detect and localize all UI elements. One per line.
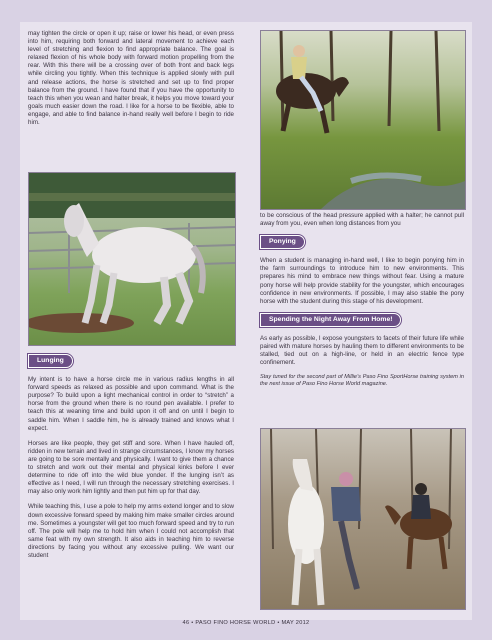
body-paragraph: While teaching this, I use a pole to help my arms extend longer and to slow down excessive forward speed by making him make smaller circles around me. Sometimes a youngster will get too much forward speed and try to run off. The pole will help me to hold him when I could not accomplish that same feat with my own strength. It also aids in teaching him to reverse directions by facing you without any excessive pulling. We want our student — [28, 503, 234, 559]
ponying-heading: Ponying — [260, 235, 305, 249]
body-paragraph: When a student is managing in-hand well, I like to begin ponying him in the farm surroundings to introduce him to new environments. This prepares his mind to embrace new things without fear. Using a mature pony horse will help provide stability for the youngster, which encourages confidence in new environments. If possible, I may also stable the pony horse with the student during this stage of his development. — [260, 257, 464, 305]
photo-horse-crossing-creek — [260, 30, 466, 210]
body-paragraph: Horses are like people, they get stiff and sore. When I have hauled off, ridden in new terrain and lived in strange circumstances, I know my horses are going to be sore mentally and physically. I want to give them a chance to stretch and work out their mental and physical kinks before I ever determine to ride off into the wild blue yonder. If the lunging isn’t as effective as I need, I will run through the necessary stretching exercises. I may also only work him lightly and then put him up for that day. — [28, 439, 234, 496]
body-paragraph: My intent is to have a horse circle me in various radius lengths in all forward speeds as relaxed as possible and upon command. What is the purpose? To build upon a light mechanical control in order to “stretch” a horse from the ground when there is no round pen available. I prefer to teach this at weaning time and build upon it off and on until I begin to saddle him. When I saddle him, he is already trained and knows what I expect. — [28, 376, 234, 432]
body-paragraph: may tighten the circle or open it up; raise or lower his head, or even press into him, requiring both forward and lateral movement to achieve each level of stretching and flexion to find appropriate balance. The goal is relaxed flexion of his whole body with forward motion propelling from the rear. With this there will be a crossing over of both front and back legs while circling you tightly. When this technique is applied slowly with pull and release actions, the horse is stretched and set up to find proper balance from the ground. I have found that if you have the opportunity to teach this when you wean and halter break, it helps you move toward your goals much easier down the road. I like for a horse to be flexible, able to engage, and able to find balance in-hand really well before I begin to ride him. — [28, 30, 234, 127]
body-paragraph: As early as possible, I expose youngsters to facets of their future life while paired with mature horses by hauling them to different environments to be stalled, tied out on a high-line, or held in an electric fence type confinement. — [260, 334, 464, 367]
lunging-section — [28, 354, 234, 567]
magazine-page — [20, 22, 472, 620]
page-footer: 46 • PASO FINO HORSE WORLD • MAY 2012 — [182, 620, 310, 626]
photo-white-horse — [28, 172, 236, 346]
left-column-top — [28, 30, 234, 134]
right-column-text — [260, 212, 464, 395]
body-paragraph: to be conscious of the head pressure applied with a halter; he cannot pull away from you, even when long distances from you — [260, 212, 464, 228]
lunging-heading: Lunging — [28, 354, 73, 368]
white-horse-illustration — [29, 173, 235, 345]
photo-ponying-in-woods — [260, 428, 466, 610]
night-away-heading: Spending the Night Away From Home! — [260, 313, 401, 327]
creek-illustration — [261, 31, 465, 209]
stay-tuned-note: Stay tuned for the second part of Millie’s Paso Fino SportHorse training system in the next issue of Paso Fino Horse World magazine. — [260, 374, 464, 388]
woods-illustration — [261, 429, 465, 609]
